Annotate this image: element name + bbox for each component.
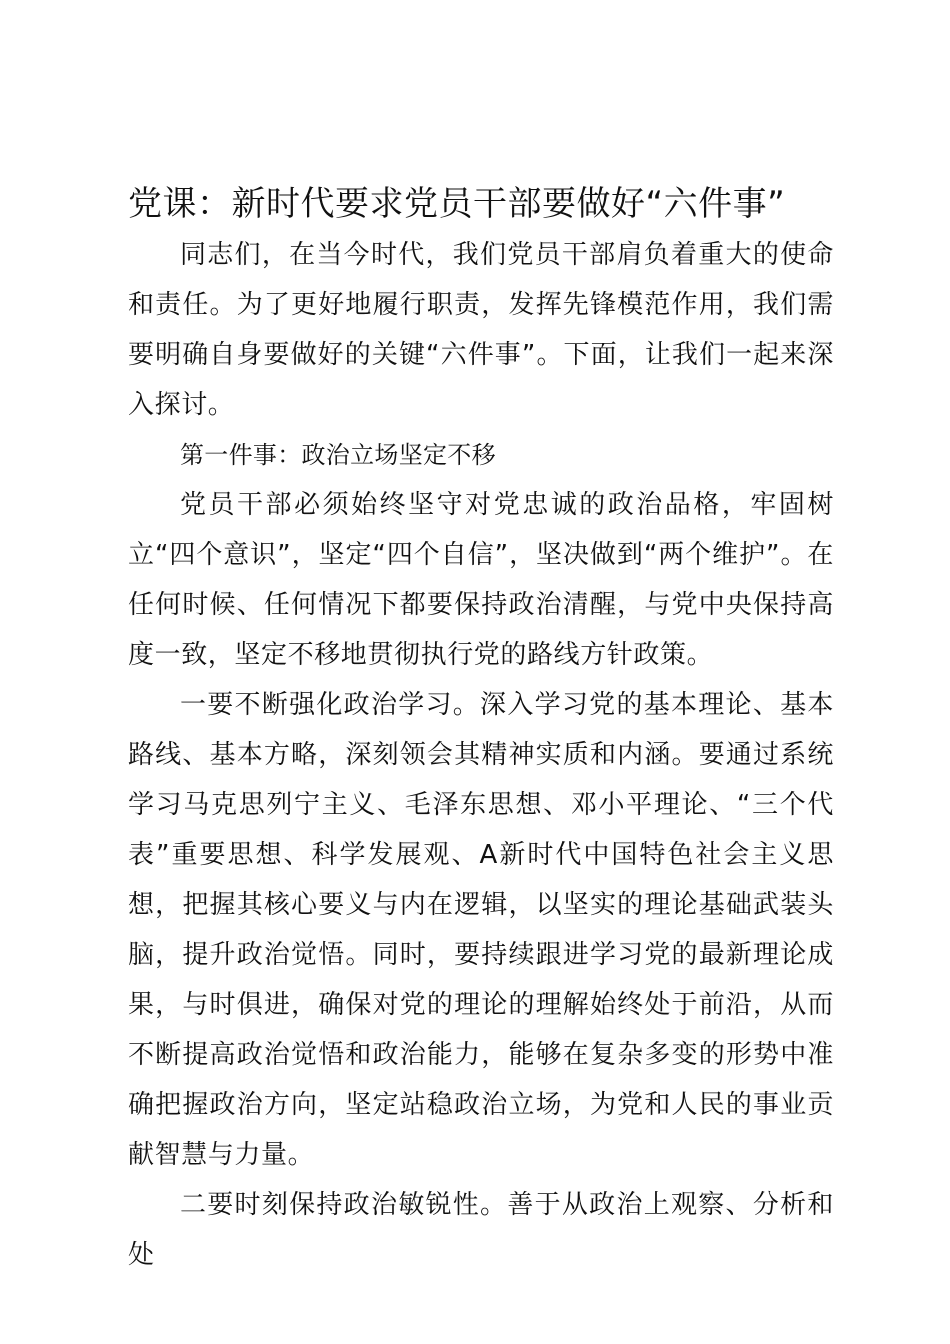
- intro-paragraph: 同志们，在当今时代，我们党员干部肩负着重大的使命和责任。为了更好地履行职责，发挥先锋模范作用，我们需要明确自身要做好的关键“六件事”。下面，让我们一起来深入探讨。: [128, 240, 834, 420]
- body-paragraph-political-study: 一要不断强化政治学习。深入学习党的基本理论、基本路线、基本方略，深刻领会其精神实质和内涵。要通过系统学习马克思列宁主义、毛泽东思想、邓小平理论、“三个代表”重要思想、科学发展观、A新时代中国特色社会主义思想，把握其核心要义与内在逻辑，以坚实的理论基础武装头脑，提升政治觉悟。同时，要持续跟进学习党的最新理论成果，与时俱进，确保对党的理论的理解始终处于前沿，从而不断提高政治觉悟和政治能力，能够在复杂多变的形势中准确把握政治方向，坚定站稳政治立场，为党和人民的事业贡献智慧与力量。: [128, 690, 834, 1170]
- document-title: 党课：新时代要求党员干部要做好“六件事”: [128, 184, 786, 224]
- document-body: [128, 178, 834, 1280]
- body-paragraph-political-sensitivity: 二要时刻保持政治敏锐性。善于从政治上观察、分析和处: [128, 1190, 834, 1270]
- section-heading-first-item: 第一件事：政治立场坚定不移: [180, 441, 496, 469]
- body-paragraph-political-loyalty: 党员干部必须始终坚守对党忠诚的政治品格，牢固树立“四个意识”，坚定“四个自信”，坚决做到“两个维护”。在任何时候、任何情况下都要保持政治清醒，与党中央保持高度一致，坚定不移地贯彻执行党的路线方针政策。: [128, 490, 834, 670]
